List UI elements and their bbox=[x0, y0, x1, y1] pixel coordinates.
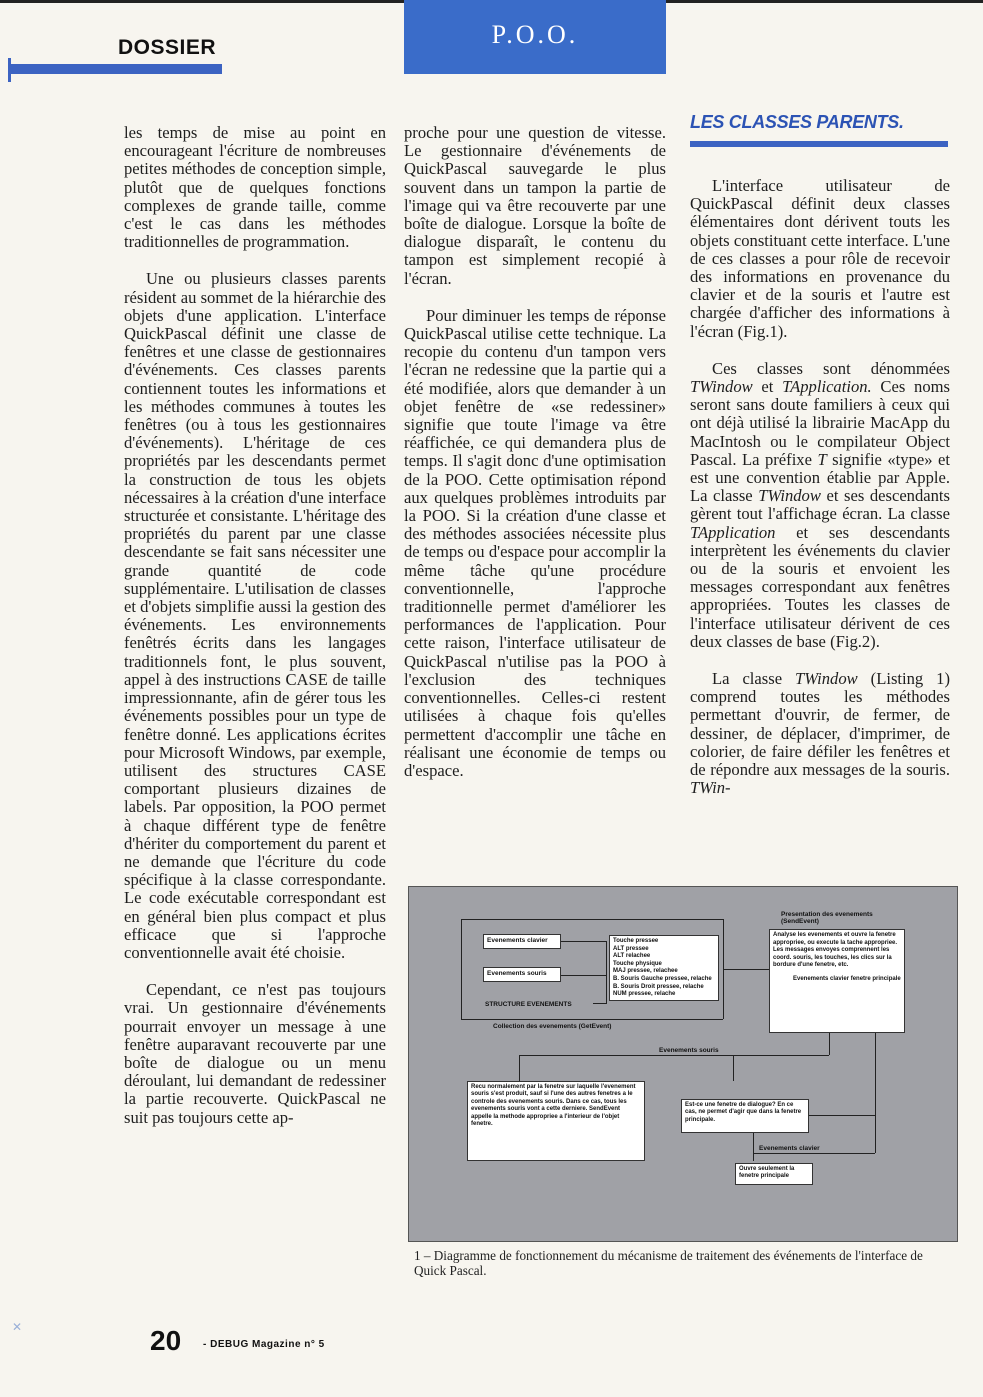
diagram-line bbox=[606, 941, 607, 1003]
box-keyboard-events: Evenements clavier bbox=[483, 934, 561, 949]
diagram-line bbox=[593, 1003, 607, 1004]
diagram-line bbox=[561, 975, 607, 976]
diagram-line bbox=[519, 1055, 520, 1081]
box-mouse-events: Evenements souris bbox=[483, 967, 561, 982]
diagram-line bbox=[519, 1055, 829, 1056]
paragraph: L'interface utilisateur de QuickPascal définit deux classes élémentaires dont dérivent touts les objets constituant cette interface. L'une de ces classes a pour rôle de recevoir des informations en provenance du clavier et de la souris et l'autre est chargée d'afficher des informations à l'écran (Fig.1). bbox=[690, 176, 950, 341]
structure-label: STRUCTURE EVENEMENTS bbox=[485, 1001, 572, 1008]
diagram-line bbox=[875, 1033, 876, 1153]
figure-caption: 1 – Diagramme de fonctionnement du mécanisme de traitement des événements de l'interface de Quick Pascal. bbox=[414, 1248, 923, 1278]
paragraph: La classe TWindow (Listing 1) comprend toutes les méthodes permettant d'ouvrir, de fermer, de dessiner, de déplacer, d'imprimer, de colorier, de faire défiler les fenêtres et de répondre aux messages de la souris. TWin- bbox=[690, 669, 950, 798]
key-item: B. Souris Droit pressee, relache bbox=[613, 983, 704, 990]
presentation-title: Presentation des evenements (SendEvent) bbox=[781, 911, 873, 925]
paragraph: Cependant, ce n'est pas toujours vrai. Un gestionnaire d'événements pourrait envoyer un message à une fenêtre auparavant recouverte par une boîte de dialogue ou un menu déroulant, lui demandant de redessiner la partie recouverte. QuickPascal ne suit pas toujours cette ap- bbox=[124, 980, 386, 1127]
paragraph: Pour diminuer les temps de réponse QuickPascal utilise cette technique. La recopie du contenu d'un tampon vers l'écran ne redessine que la partie qui a été modifiée, alors que demander à un objet fenêtre de «se redessiner» signifie que toute l'image va être réaffichée, ce qui demandera plus de temps. Il s'agit donc d'une optimisation de la POO. Cette optimisation répond aux quelques problèmes introduits par la POO. Si la création d'une classe et des méthodes associées nécessite plus de temps ou d'espace pour accomplir la même tâche qu'une procédure conventionnelle, l'approche traditionnelle permet d'améliorer les performances de l'application. Pour cette raison, l'interface utilisateur de QuickPascal n'utilise pas la POO à l'exclusion des techniques conventionnelles. Celles-ci restent utilisées à chaque fois qu'elles permettent d'accomplir une tâche en réalisant une économie de temps ou d'espace. bbox=[404, 305, 666, 780]
diagram-line bbox=[461, 919, 462, 1019]
diagram-line bbox=[753, 1133, 754, 1161]
paragraph: Ces classes sont dénommées TWindow et TApplication. Ces noms seront sans doute familiers à ceux qui ont déjà utilisé la librairie MacApp du MacIntosh ou le compilateur Object Pascal. La préfixe T signifie «type» et est une convention établie par Apple. La classe TWindow et ses descendants gèrent tout l'affichage écran. La classe TApplication et ses descendants interprètent les événements du clavier ou de la souris et envoient les messages correspondant aux fenêtres appropriées. Toutes les classes de l'interface utilisateur dérivent de ces deux classes de base (Fig.2). bbox=[690, 358, 951, 651]
keys-list bbox=[609, 935, 719, 1001]
key-item: Touche physique bbox=[613, 960, 662, 967]
key-item: NUM pressee, relache bbox=[613, 991, 676, 998]
subsection-bar bbox=[690, 141, 948, 147]
magazine-footer: - DEBUG Magazine n° 5 bbox=[203, 1339, 325, 1350]
key-item: MAJ pressee, relachee bbox=[613, 968, 678, 975]
analysis-box: Analyse les evenements et ouvre la fenetre appropriee, ou execute la tache appropriee. Les messages envoyes comprennent les coord. souris, les touches, les clics sur la bordure d'une fenetre, etc. Evenements clavier fenetre principale bbox=[769, 929, 905, 1033]
collection-label: Collection des evenements (GetEvent) bbox=[493, 1023, 612, 1030]
margin-mark: ✕ bbox=[12, 1320, 23, 1334]
diagram-line bbox=[733, 1055, 734, 1081]
diagram-line bbox=[461, 919, 723, 920]
key-item: Touche pressee bbox=[613, 938, 659, 944]
page-number: 20 bbox=[150, 1325, 182, 1356]
section-bar bbox=[8, 64, 222, 74]
diagram-line bbox=[753, 1153, 875, 1154]
mouse-events-label: Evenements souris bbox=[659, 1047, 719, 1054]
key-item: ALT relachee bbox=[613, 953, 651, 960]
open-main-box: Ouvre seulement la fenetre principale bbox=[735, 1163, 813, 1185]
diagram-line bbox=[561, 941, 607, 942]
paragraph: proche pour une question de vitesse. Le gestionnaire d'événements de QuickPascal sauvegarde le plus souvent dans un tampon la partie de l'image qui va être recouverte par une boîte de dialogue. Lorsque la boîte de dialogue disparaît, le contenu du tampon est simplement recopié à l'écran. bbox=[404, 123, 666, 288]
diagram-line bbox=[829, 1033, 830, 1055]
dialog-box: Est-ce une fenetre de dialogue? En ce cas, ne permet d'agir que dans la fenetre principale. bbox=[681, 1099, 809, 1133]
keyboard-events-label: Evenements clavier bbox=[759, 1145, 820, 1152]
key-item: ALT pressee bbox=[613, 945, 649, 952]
column-1 bbox=[124, 124, 386, 1127]
paragraph: les temps de mise au point en encourageant l'écriture de nombreuses petites méthodes de conception simple, plutôt que de quelques fonctions complexes de grande taille, comme c'est le cas dans les méthodes traditionnelles de programmation. bbox=[124, 123, 386, 252]
diagram-line bbox=[461, 1019, 723, 1020]
figure-diagram bbox=[408, 886, 958, 1242]
subsection-heading: LES CLASSES PARENTS. bbox=[690, 112, 904, 132]
column-2 bbox=[404, 124, 666, 780]
section-edge bbox=[8, 58, 11, 82]
topic-banner: P.O.O. bbox=[404, 0, 666, 74]
diagram-line bbox=[809, 1115, 875, 1116]
key-item: B. Souris Gauche pressee, relache bbox=[613, 975, 712, 982]
received-box: Recu normalement par la fenetre sur laquelle l'evenement souris s'est produit, sauf si l'une des autres fenetres a le controle des evenements souris. Dans ce cas, tous les evenements souris vont a cette derniere. SendEvent appelle la methode appropriee a l'interieur de l'objet fenetre. bbox=[467, 1081, 645, 1161]
diagram-line bbox=[723, 969, 769, 970]
column-3 bbox=[690, 177, 950, 798]
paragraph: Une ou plusieurs classes parents résident au sommet de la hiérarchie des objets d'une application. L'interface QuickPascal définit une classe de fenêtres et une classe de gestionnaires d'événements. Ces classes parents contiennent toutes les informations et les méthodes communes à toutes les fenêtres (ou à tous les gestionnaires d'événements). L'héritage de ces propriétés par les descendants permet la construction de tous les objets nécessaires à la création d'une interface structurée et consistante. L'héritage des propriétés du parent par une classe descendante se fait sans nécessiter une grande quantité de code supplémentaire. L'utilisation de classes et d'objets simplifie aussi la gestion des événements. Les environnements fenêtrés écrits dans les langages traditionnels font, le plus souvent, appel à des instructions CASE de taille impressionnante, afin de gérer tous les événements possibles pour un type de fenêtre donné. Les applications écrites pour Microsoft Windows, par exemple, utilisent des structures CASE comportant plusieurs dizaines de labels. Par opposition, la POO permet à chaque différent type de fenêtre d'hériter du comportement du parent et ne demande que l'écriture du code spécifique à la classe correspondante. Le code exécutable correspondant est en général bien plus compact et plus efficace que si l'approche conventionnelle avait été choisie. bbox=[124, 269, 386, 962]
section-title: DOSSIER bbox=[118, 36, 217, 59]
